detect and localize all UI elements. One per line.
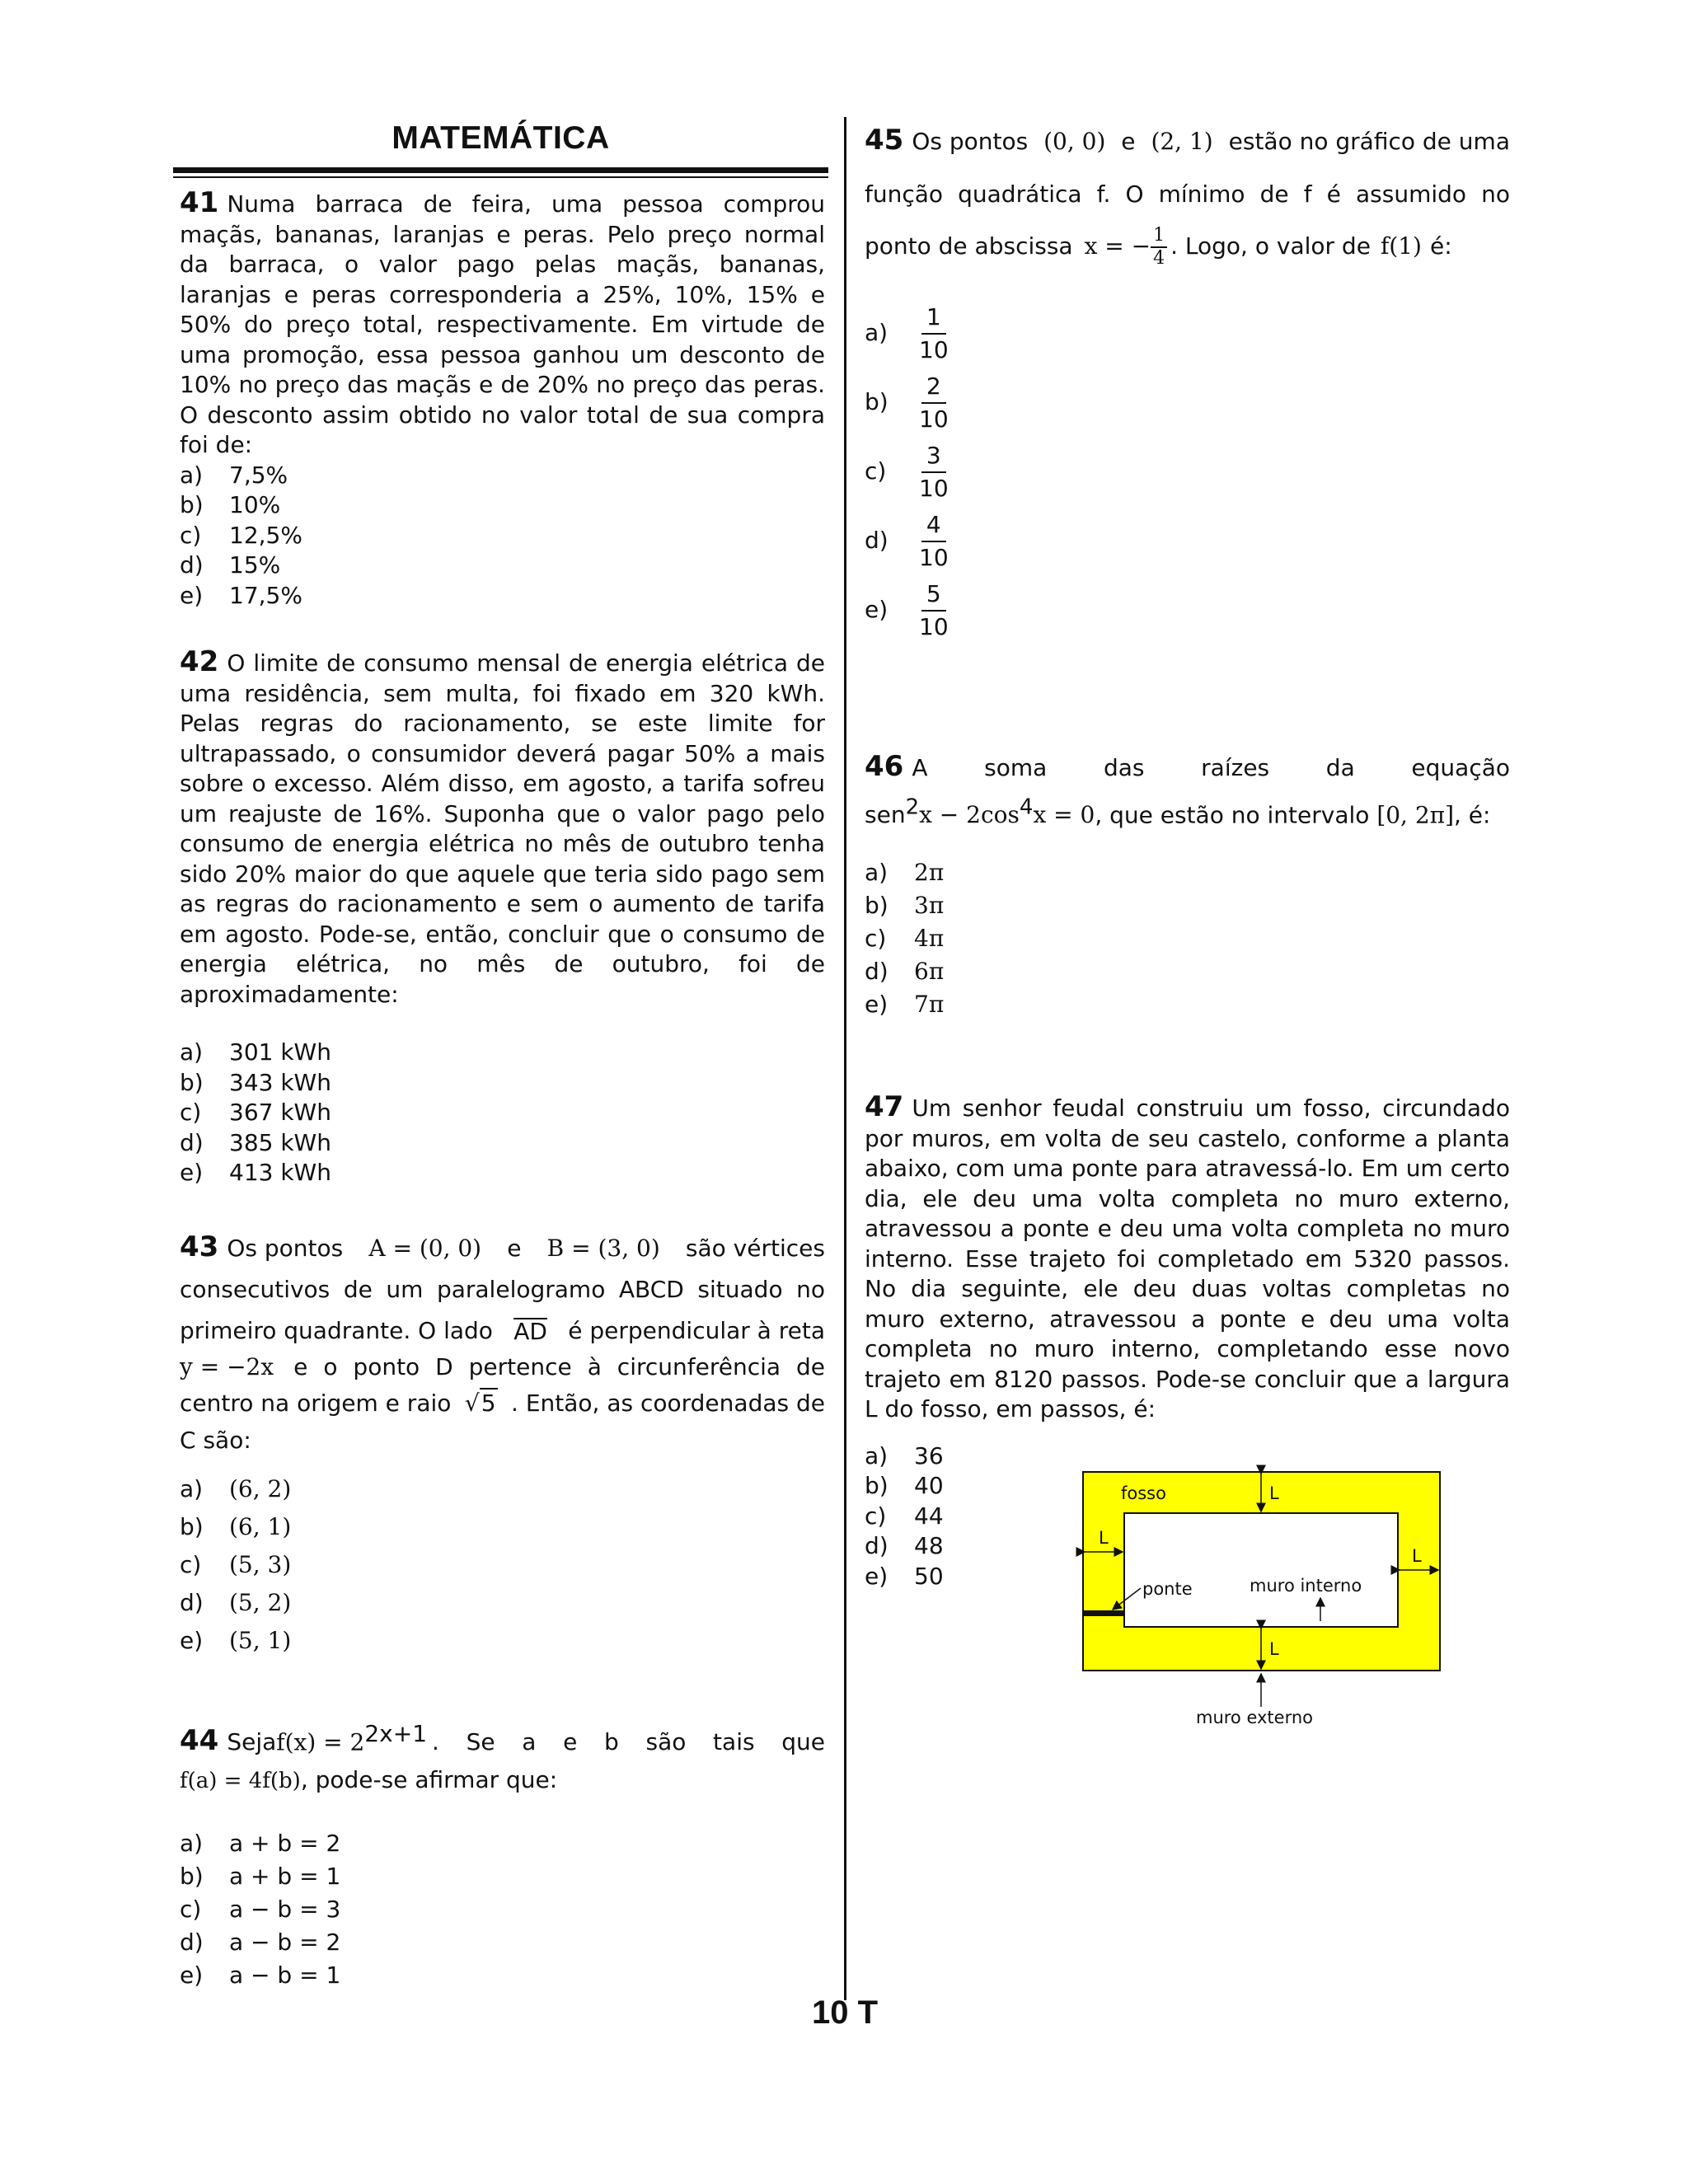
answer-option[interactable] [180,1158,825,1188]
question-text: é: [1429,232,1452,260]
condition: f(a) = 4f(b) [180,1769,301,1794]
point-2: (2, 1) [1151,128,1213,155]
page-title: MATEMÁTICA [392,120,610,156]
radius-sqrt [465,1383,498,1424]
answer-option[interactable] [180,490,825,521]
option-letter: d) [865,958,889,986]
question-41-stem [180,188,825,461]
fraction [1151,225,1167,269]
function-exponent: 2x+1 [364,1720,428,1747]
option-letter: b) [865,892,889,920]
answer-option[interactable] [180,1098,825,1128]
option-text: 385 kWh [229,1128,331,1156]
option-text: a + b = 1 [229,1863,341,1891]
question-text: . Então, as coordenadas de [511,1390,825,1417]
answer-option[interactable] [865,438,1510,507]
option-letter: e) [180,1159,204,1186]
option-text: 413 kWh [229,1159,331,1186]
option-text: a − b = 1 [229,1961,341,1990]
question-text: estão no gráfico de uma [1228,128,1510,155]
answer-option[interactable] [865,988,1510,1021]
radius-value: 5 [481,1390,496,1417]
option-letter: c) [865,925,887,953]
option-letter: d) [180,1929,204,1957]
question-42 [180,647,825,1188]
option-letter: c) [180,1099,202,1126]
question-text: centro na origem e raio [180,1390,452,1417]
option-text: 40 [914,1472,944,1499]
answer-option[interactable] [865,922,1510,955]
question-45 [865,120,1510,645]
question-text: consecutivos de um paralelogramo ABCD situado no [180,1276,825,1303]
option-fraction [914,302,954,366]
f-of-1: f(1) [1380,232,1422,260]
fraction-denominator: 10 [919,405,949,433]
question-number: 42 [180,645,219,678]
option-letter: b) [180,1863,204,1891]
option-text: 4π [914,925,945,953]
question-43 [180,1226,825,1660]
answer-option[interactable] [865,576,1510,645]
question-text: , é: [1454,801,1491,829]
question-text: Os pontos [912,128,1029,155]
option-letter: d) [180,551,204,579]
option-letter: c) [180,1896,202,1924]
question-number: 41 [180,186,219,219]
answer-options [180,461,825,612]
option-text: (5, 3) [229,1551,292,1578]
question-text: . Se a e b são tais que [432,1728,825,1756]
answer-option[interactable] [180,1508,825,1546]
abscissa-equation: x = − [1084,232,1151,260]
option-text: 48 [914,1532,944,1559]
question-text: Um senhor feudal construiu um fosso, circundado por muros, em volta de seu castelo, conforme a planta abaixo, com uma ponte para atravessá-lo. Em um certo dia, ele deu uma volta completa no muro externo, atravessou a ponte e deu uma volta completa no muro interno. Esse trajeto foi completado em 5320 passos. No dia seguinte, ele deu duas voltas completas no muro externo, atravessou a ponte e deu uma volta completa no muro interno, completando esse novo trajeto em 8120 passos. Pode-se concluir que a largura L do fosso, em passos, é: [865,1094,1510,1422]
option-letter: a) [180,1038,204,1066]
option-letter: a) [865,319,889,347]
question-number: 45 [865,124,904,157]
option-letter: d) [865,1532,889,1559]
option-text: a − b = 2 [229,1929,341,1957]
point-1: (0, 0) [1043,128,1106,155]
option-text: 44 [914,1502,944,1530]
answer-option[interactable] [180,1622,825,1660]
option-letter: c) [865,457,887,485]
option-letter: e) [865,1562,889,1590]
question-43-line-1 [180,1226,825,1269]
option-text: a + b = 2 [229,1830,341,1858]
option-text: (5, 1) [229,1627,292,1654]
option-text: (5, 2) [229,1589,292,1616]
answer-option[interactable] [180,1068,825,1099]
width-label-right: L [1412,1546,1422,1566]
question-44-line-1 [180,1713,825,1764]
width-label-top: L [1269,1483,1279,1503]
question-46-line-2 [865,786,1510,837]
answer-option[interactable] [865,856,1510,889]
answer-option[interactable] [865,299,1510,368]
question-46-line-1 [865,748,1510,786]
option-text: 6π [914,958,945,986]
answer-option[interactable] [180,1827,825,1860]
question-text: são vértices [685,1235,825,1262]
answer-options [865,299,1510,645]
option-fraction [914,509,954,574]
option-letter: e) [180,581,204,609]
fosso-label: fosso [1121,1483,1166,1503]
question-text: . Logo, o valor de [1170,232,1371,260]
inner-wall [1124,1513,1398,1627]
option-letter: d) [180,1128,204,1156]
fraction-numerator: 1 [1151,225,1167,248]
option-text: 15% [229,551,281,579]
answer-option[interactable] [865,368,1510,438]
question-number: 43 [180,1230,219,1263]
fraction-denominator: 4 [1153,247,1165,269]
option-letter: c) [865,1502,887,1530]
option-letter: e) [865,596,889,624]
question-47-stem [865,1092,1510,1425]
segment-ad: AD [513,1318,547,1345]
answer-option[interactable] [865,889,1510,922]
question-45-line-1 [865,120,1510,162]
answer-option[interactable] [180,1470,825,1508]
option-letter: b) [865,388,889,416]
question-45-line-3 [865,225,1510,269]
question-number: 46 [865,750,904,783]
option-text: 343 kWh [229,1068,331,1096]
exponent: 2 [905,795,920,820]
answer-option[interactable] [180,581,825,612]
sqrt-symbol: √ [464,1390,480,1417]
question-number: 44 [180,1724,219,1758]
option-text: 7,5% [229,461,288,489]
fraction-denominator: 10 [919,543,949,571]
option-text: 301 kWh [229,1038,331,1066]
answer-option[interactable] [180,461,825,491]
option-letter: e) [865,991,889,1019]
option-text: 50 [914,1562,944,1590]
option-letter: e) [180,1961,204,1990]
fraction-numerator: 4 [921,509,946,542]
fraction-numerator: 2 [921,371,946,404]
option-letter: d) [865,527,889,555]
option-text: (6, 2) [229,1475,292,1502]
question-text: e [1121,128,1136,155]
question-text: C são: [180,1427,251,1454]
page-header [173,120,828,178]
line-equation: y = −2x [180,1353,274,1380]
option-text: 367 kWh [229,1099,331,1126]
cos-term: x − 2cos [919,801,1020,829]
fraction-numerator: 5 [921,579,946,612]
fraction-denominator: 10 [919,474,949,502]
answer-option[interactable] [180,1860,825,1893]
question-text: Os pontos [227,1235,344,1262]
column-divider [844,117,846,2000]
answer-options [865,856,1510,1021]
question-42-stem [180,647,825,1010]
ponte-label: ponte [1142,1579,1193,1599]
bridge [1083,1610,1124,1616]
question-text: e o ponto D pertence à circunferência de [293,1353,825,1380]
option-letter: b) [180,491,204,518]
option-text: 2π [914,859,945,887]
width-label-bottom: L [1269,1639,1279,1659]
option-letter: a) [180,461,204,489]
option-text: 36 [914,1441,944,1469]
question-text: Seja [227,1728,277,1756]
answer-options [180,1470,825,1660]
fraction-denominator: 10 [919,612,949,640]
equation-end: x = 0 [1033,801,1095,829]
fraction-denominator: 10 [919,335,949,363]
answer-option[interactable] [180,1893,825,1926]
answer-options [180,1038,825,1188]
answer-option[interactable] [180,1926,825,1959]
inner-wall-label: muro interno [1250,1576,1362,1596]
option-letter: c) [180,1551,202,1578]
option-text: 3π [914,892,945,920]
question-44 [180,1713,825,1992]
answer-option[interactable] [865,955,1510,988]
answer-options [180,1827,825,1992]
option-fraction [914,371,954,435]
option-text: a − b = 3 [229,1896,341,1924]
point-b: B = (3, 0) [546,1235,660,1262]
question-text: , pode-se afirmar que: [300,1766,558,1794]
option-text: (6, 1) [229,1513,292,1540]
answer-option[interactable] [180,551,825,581]
option-text: 12,5% [229,521,302,549]
answer-option[interactable] [180,1038,825,1068]
option-letter: a) [865,1441,889,1469]
question-46 [865,748,1510,1021]
question-text: A soma das raízes da equação [912,754,1510,781]
interval: [0, 2π] [1376,801,1454,829]
question-text: função quadrática f. O mínimo de f é assumido no [865,180,1510,208]
option-letter: c) [180,521,202,549]
function-definition: f(x) = 2 [276,1728,365,1756]
question-text: primeiro quadrante. O lado [180,1317,493,1344]
option-text: 17,5% [229,581,302,609]
option-letter: d) [180,1589,204,1616]
width-label-left: L [1099,1528,1109,1548]
exponent: 4 [1019,795,1034,820]
question-text: O limite de consumo mensal de energia elétrica de uma residência, sem multa, foi fixado em 320 kWh. Pelas regras do racionamento, se este limite for ultrapassado, o consumidor deverá pagar 50% a mais sobre o excesso. Além disso, em agosto, a tarifa sofreu um reajuste de 16%. Suponha que o valor pago pelo consumo de energia elétrica no mês de outubro tenha sido 20% maior do que aquele que teria sido pago sem as regras do racionamento e sem o aumento de tarifa em agosto. Pode-se, então, concluir que o consumo de energia elétrica, no mês de outubro, foi de aproximadamente: [180,649,825,1008]
question-41 [180,188,825,611]
answer-option[interactable] [180,1128,825,1159]
question-text: ponto de abscissa [865,232,1073,260]
fraction-numerator: 3 [921,440,946,473]
option-letter: a) [865,859,889,887]
answer-option[interactable] [180,1546,825,1584]
question-text: é perpendicular à reta [568,1317,825,1344]
question-43-line-4 [180,1352,825,1383]
answer-option[interactable] [180,1959,825,1992]
fraction-numerator: 1 [921,302,946,335]
point-a: A = (0, 0) [368,1235,482,1262]
question-44-line-2 [180,1764,825,1797]
option-letter: e) [180,1627,204,1654]
option-letter: a) [180,1830,204,1858]
option-fraction [914,579,954,643]
option-fraction [914,440,954,504]
answer-option[interactable] [865,507,1510,576]
page-number: 10 T [811,1994,879,2031]
option-letter: b) [180,1513,204,1540]
option-letter: b) [865,1472,889,1499]
answer-option[interactable] [180,1584,825,1622]
question-text: , que estão no intervalo [1095,801,1370,829]
moat-diagram [1071,1463,1459,1735]
sen-term: sen [865,801,906,829]
option-text: 10% [229,491,281,518]
question-43-line-5 [180,1383,825,1424]
equation [865,795,1095,829]
question-text: e [507,1235,522,1262]
answer-option[interactable] [180,521,825,551]
question-43-line-3 [180,1310,825,1352]
option-text: 7π [914,991,945,1019]
question-number: 47 [865,1090,904,1123]
header-rule [173,167,828,178]
option-letter: b) [180,1068,204,1096]
option-letter: a) [180,1475,204,1502]
outer-wall-label: muro externo [1195,1708,1314,1727]
question-text: Numa barraca de feira, uma pessoa comprou maçãs, bananas, laranjas e peras. Pelo preço normal da barraca, o valor pago pelas maçãs, bananas, laranjas e peras corresponderia a 25%, 10%, 15% e 50% do preço total, respectivamente. Em virtude de uma promoção, essa pessoa ganhou um desconto de 10% no preço das maçãs e de 20% no preço das peras. O desconto assim obtido no valor total de sua compra foi de: [180,190,825,458]
